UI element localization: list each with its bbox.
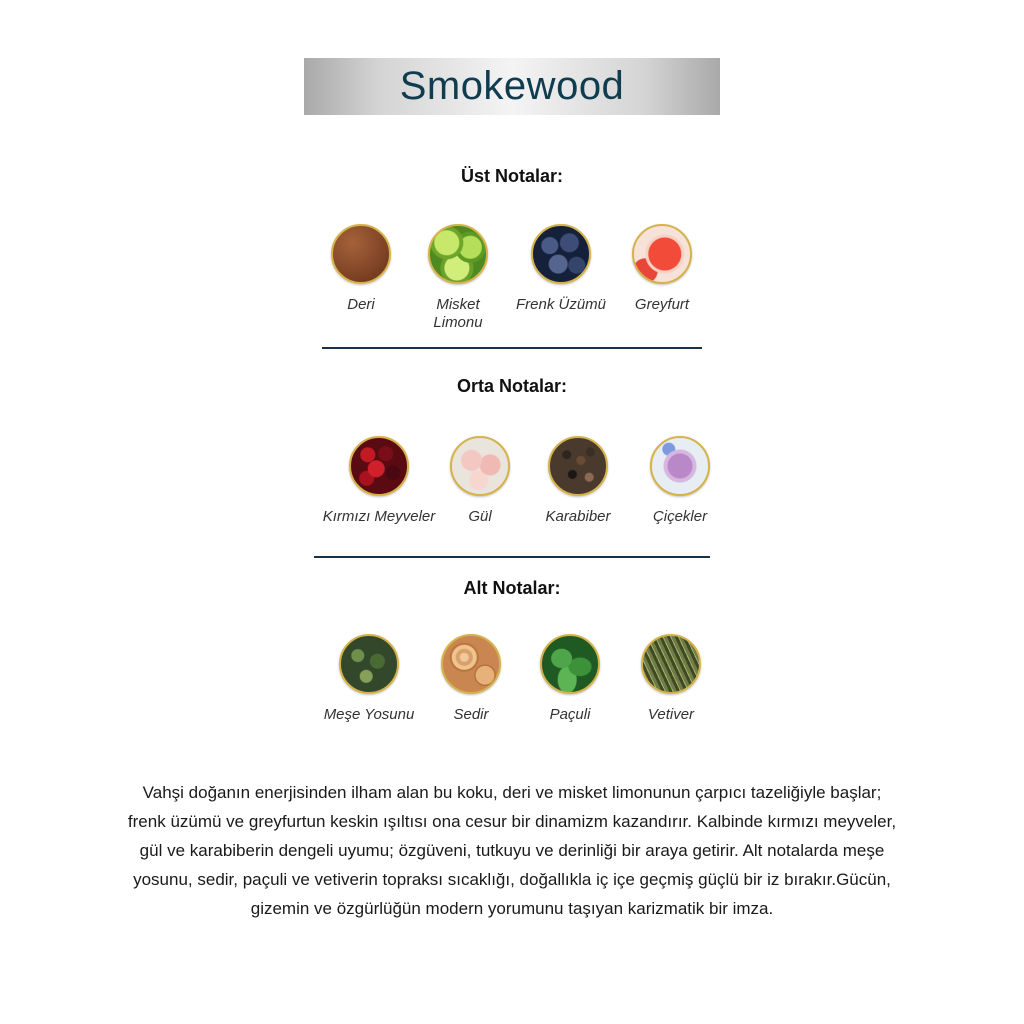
note-item bbox=[597, 224, 727, 314]
page-title: Smokewood bbox=[399, 64, 625, 108]
black-pepper-icon bbox=[548, 436, 608, 496]
note-label: Sedir bbox=[453, 706, 489, 723]
note-label: Meşe Yosunu bbox=[323, 706, 415, 723]
note-label: Kırmızı Meyveler bbox=[322, 508, 436, 525]
title-banner bbox=[304, 58, 720, 115]
cedar-icon bbox=[441, 634, 501, 694]
note-item bbox=[606, 634, 736, 724]
section-divider bbox=[322, 347, 702, 349]
note-item bbox=[615, 436, 745, 526]
note-label: Misket Limonu bbox=[433, 296, 483, 331]
section-heading-middle-notes: Orta Notalar: bbox=[456, 376, 568, 396]
note-label: Paçuli bbox=[549, 706, 591, 723]
blackcurrant-icon bbox=[531, 224, 591, 284]
section-heading-top-notes: Üst Notalar: bbox=[460, 166, 563, 186]
note-label: Vetiver bbox=[647, 706, 695, 723]
notes-row-middle bbox=[0, 436, 1024, 556]
note-label: Frenk Üzümü bbox=[515, 296, 607, 313]
lime-icon bbox=[428, 224, 488, 284]
patchouli-icon bbox=[540, 634, 600, 694]
leather-icon bbox=[331, 224, 391, 284]
grapefruit-icon bbox=[632, 224, 692, 284]
section-heading-base-notes: Alt Notalar: bbox=[463, 578, 561, 598]
flowers-icon bbox=[650, 436, 710, 496]
note-label: Karabiber bbox=[545, 508, 611, 525]
section-divider bbox=[314, 556, 710, 558]
oakmoss-icon bbox=[339, 634, 399, 694]
notes-row-base bbox=[0, 634, 1024, 754]
note-label: Çiçekler bbox=[652, 508, 708, 525]
notes-row-top bbox=[0, 224, 1024, 344]
fragrance-description: Vahşi doğanın enerjisinden ilham alan bu koku, deri ve misket limonunun çarpıcı tazeliğiyle başlar; frenk üzümü ve greyfurtun keskin ışıltısı ona cesur bir dinamizm kazandırır. Kalbinde kırmızı meyveler, gül ve karabiberin dengeli uyumu; özgüveni, tutkuyu ve derinliği bir araya getirir. Alt notalarda meşe yosunu, sedir, paçuli ve vetiverin topraksı sıcaklığı, doğallıkla iç içe geçmiş güçlü bir iz bırakır.Gücün, gizemin ve özgürlüğün modern yorumunu taşıyan karizmatik bir imza. bbox=[127, 783, 897, 918]
red-fruits-icon bbox=[349, 436, 409, 496]
vetiver-icon bbox=[641, 634, 701, 694]
rose-icon bbox=[450, 436, 510, 496]
note-label: Greyfurt bbox=[634, 296, 690, 313]
note-label: Gül bbox=[468, 508, 492, 525]
note-label: Deri bbox=[347, 296, 375, 313]
